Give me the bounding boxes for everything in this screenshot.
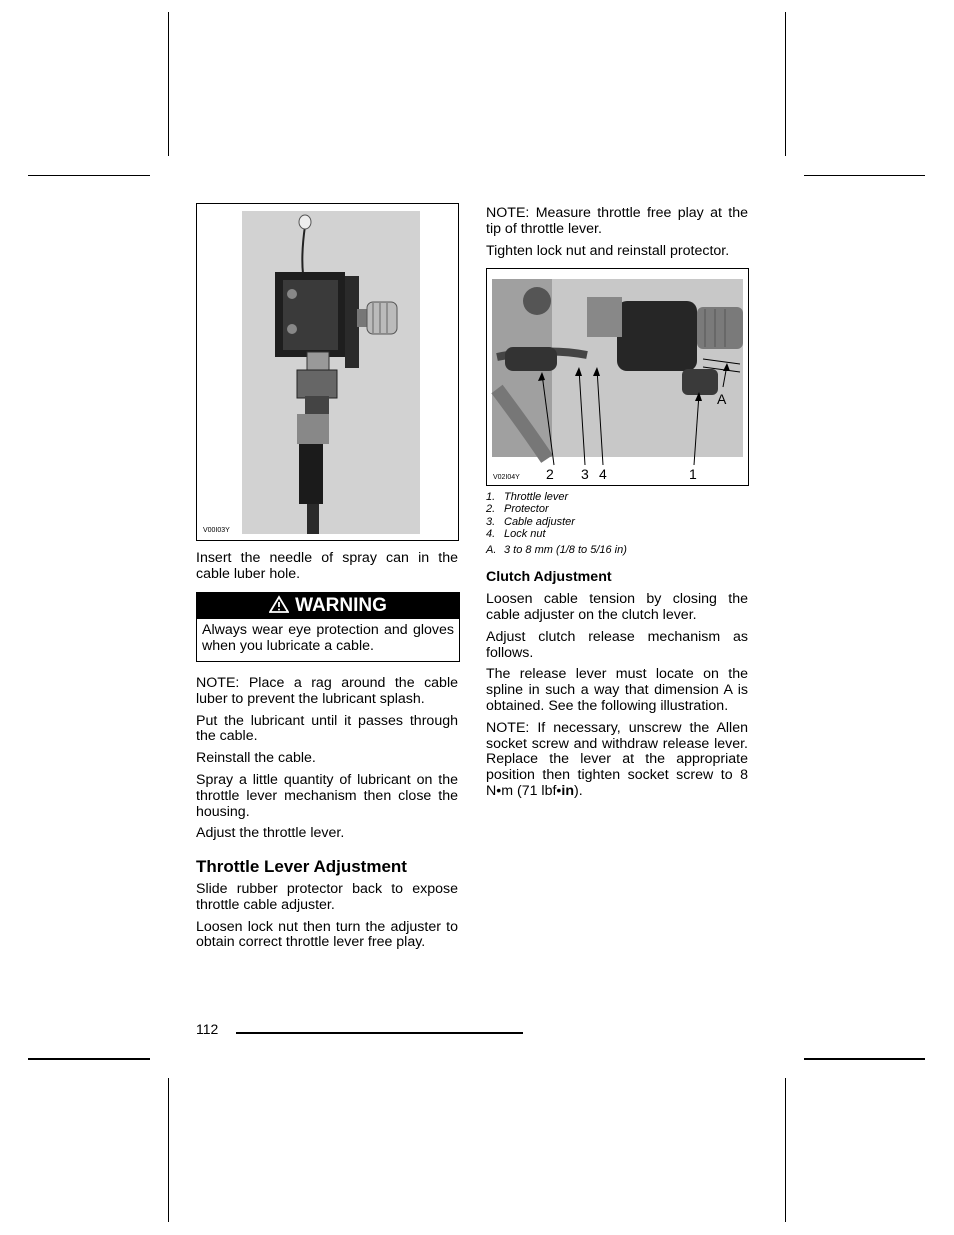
left-column [196, 551, 458, 589]
crop-mark [28, 175, 150, 176]
note-end: ). [573, 783, 583, 800]
note-paragraph [486, 206, 748, 238]
subsection-heading: Clutch Adjustment [486, 569, 612, 586]
paragraph: Insert the needle of spray can in the cable luber hole. [196, 550, 458, 582]
cable-luber-figure [196, 203, 459, 541]
crop-mark [168, 12, 169, 156]
crop-mark [804, 1058, 925, 1060]
crop-mark [804, 175, 925, 176]
note-label: NOTE: [486, 719, 530, 736]
callout-label: 3 [581, 466, 589, 482]
right-column-top [486, 206, 748, 265]
legend-item: 4. Lock nut [486, 527, 546, 540]
crop-mark [168, 1078, 169, 1222]
note-text: Measure throttle free play at the tip of throttle lever. [486, 205, 748, 237]
legend-item: 3. Cable adjuster [486, 515, 575, 528]
legend-item: 2. Protector [486, 503, 549, 516]
warning-box [196, 592, 460, 662]
legend-item: A. 3 to 8 mm (1/8 to 5/16 in) [486, 544, 627, 557]
paragraph: Loosen lock nut then turn the adjuster to obtain correct throttle lever free play. [196, 918, 458, 951]
paragraph: Spray a little quantity of lubricant on the throttle lever mechanism then close the housing. [196, 771, 458, 820]
note-paragraph [486, 721, 748, 800]
paragraph: The release lever must locate on the spline in such a way that dimension A is obtained. See the following illustration. [486, 666, 748, 715]
crop-mark [785, 12, 786, 156]
footer-rule [236, 1032, 523, 1034]
throttle-lever-photo [487, 269, 748, 485]
warning-title: WARNING [295, 595, 387, 616]
note-label: NOTE: [486, 205, 530, 221]
crop-mark [28, 1058, 150, 1060]
paragraph: Reinstall the cable. [196, 750, 316, 767]
note-text: If necessary, unscrew the Allen socket screw and withdraw release lever. Replace the lever at the appropriate position then tighten socket screw to 8 N•m (71 lbf• [486, 719, 748, 800]
figure-code: V02I04Y [493, 474, 520, 481]
note-paragraph [196, 676, 458, 708]
paragraph: Adjust clutch release mechanism as follows. [486, 628, 748, 661]
note-bold: in [561, 783, 574, 800]
left-column-section [196, 882, 458, 957]
paragraph: Loosen cable tension by closing the cable adjuster on the clutch lever. [486, 591, 748, 624]
paragraph: Tighten lock nut and reinstall protector. [486, 242, 730, 259]
figure-legend [486, 491, 748, 556]
paragraph: Adjust the throttle lever. [196, 825, 345, 842]
callout-label: 1 [689, 466, 697, 482]
legend-item: 1. Throttle lever [486, 491, 569, 503]
paragraph: Slide rubber protector back to expose throttle cable adjuster. [196, 881, 458, 913]
callout-label: 2 [546, 466, 554, 482]
note-text: Place a rag around the cable luber to prevent the lubricant splash. [196, 675, 458, 707]
left-column-body [196, 676, 458, 848]
callout-label: 4 [599, 466, 607, 482]
cable-luber-photo [197, 204, 458, 540]
paragraph: Put the lubricant until it passes through the cable. [196, 712, 458, 745]
note-label: NOTE: [196, 675, 240, 691]
callout-label: A [717, 391, 727, 407]
right-column-body [486, 491, 748, 806]
figure-code: V00I03Y [203, 527, 230, 534]
warning-header [197, 593, 459, 619]
warning-text: Always wear eye protection and gloves when you lubricate a cable. [202, 622, 454, 654]
throttle-lever-figure [486, 268, 749, 486]
section-heading: Throttle Lever Adjustment [196, 857, 407, 876]
page-number: 112 [196, 1021, 219, 1037]
warning-triangle-icon [269, 595, 289, 613]
crop-mark [785, 1078, 786, 1222]
